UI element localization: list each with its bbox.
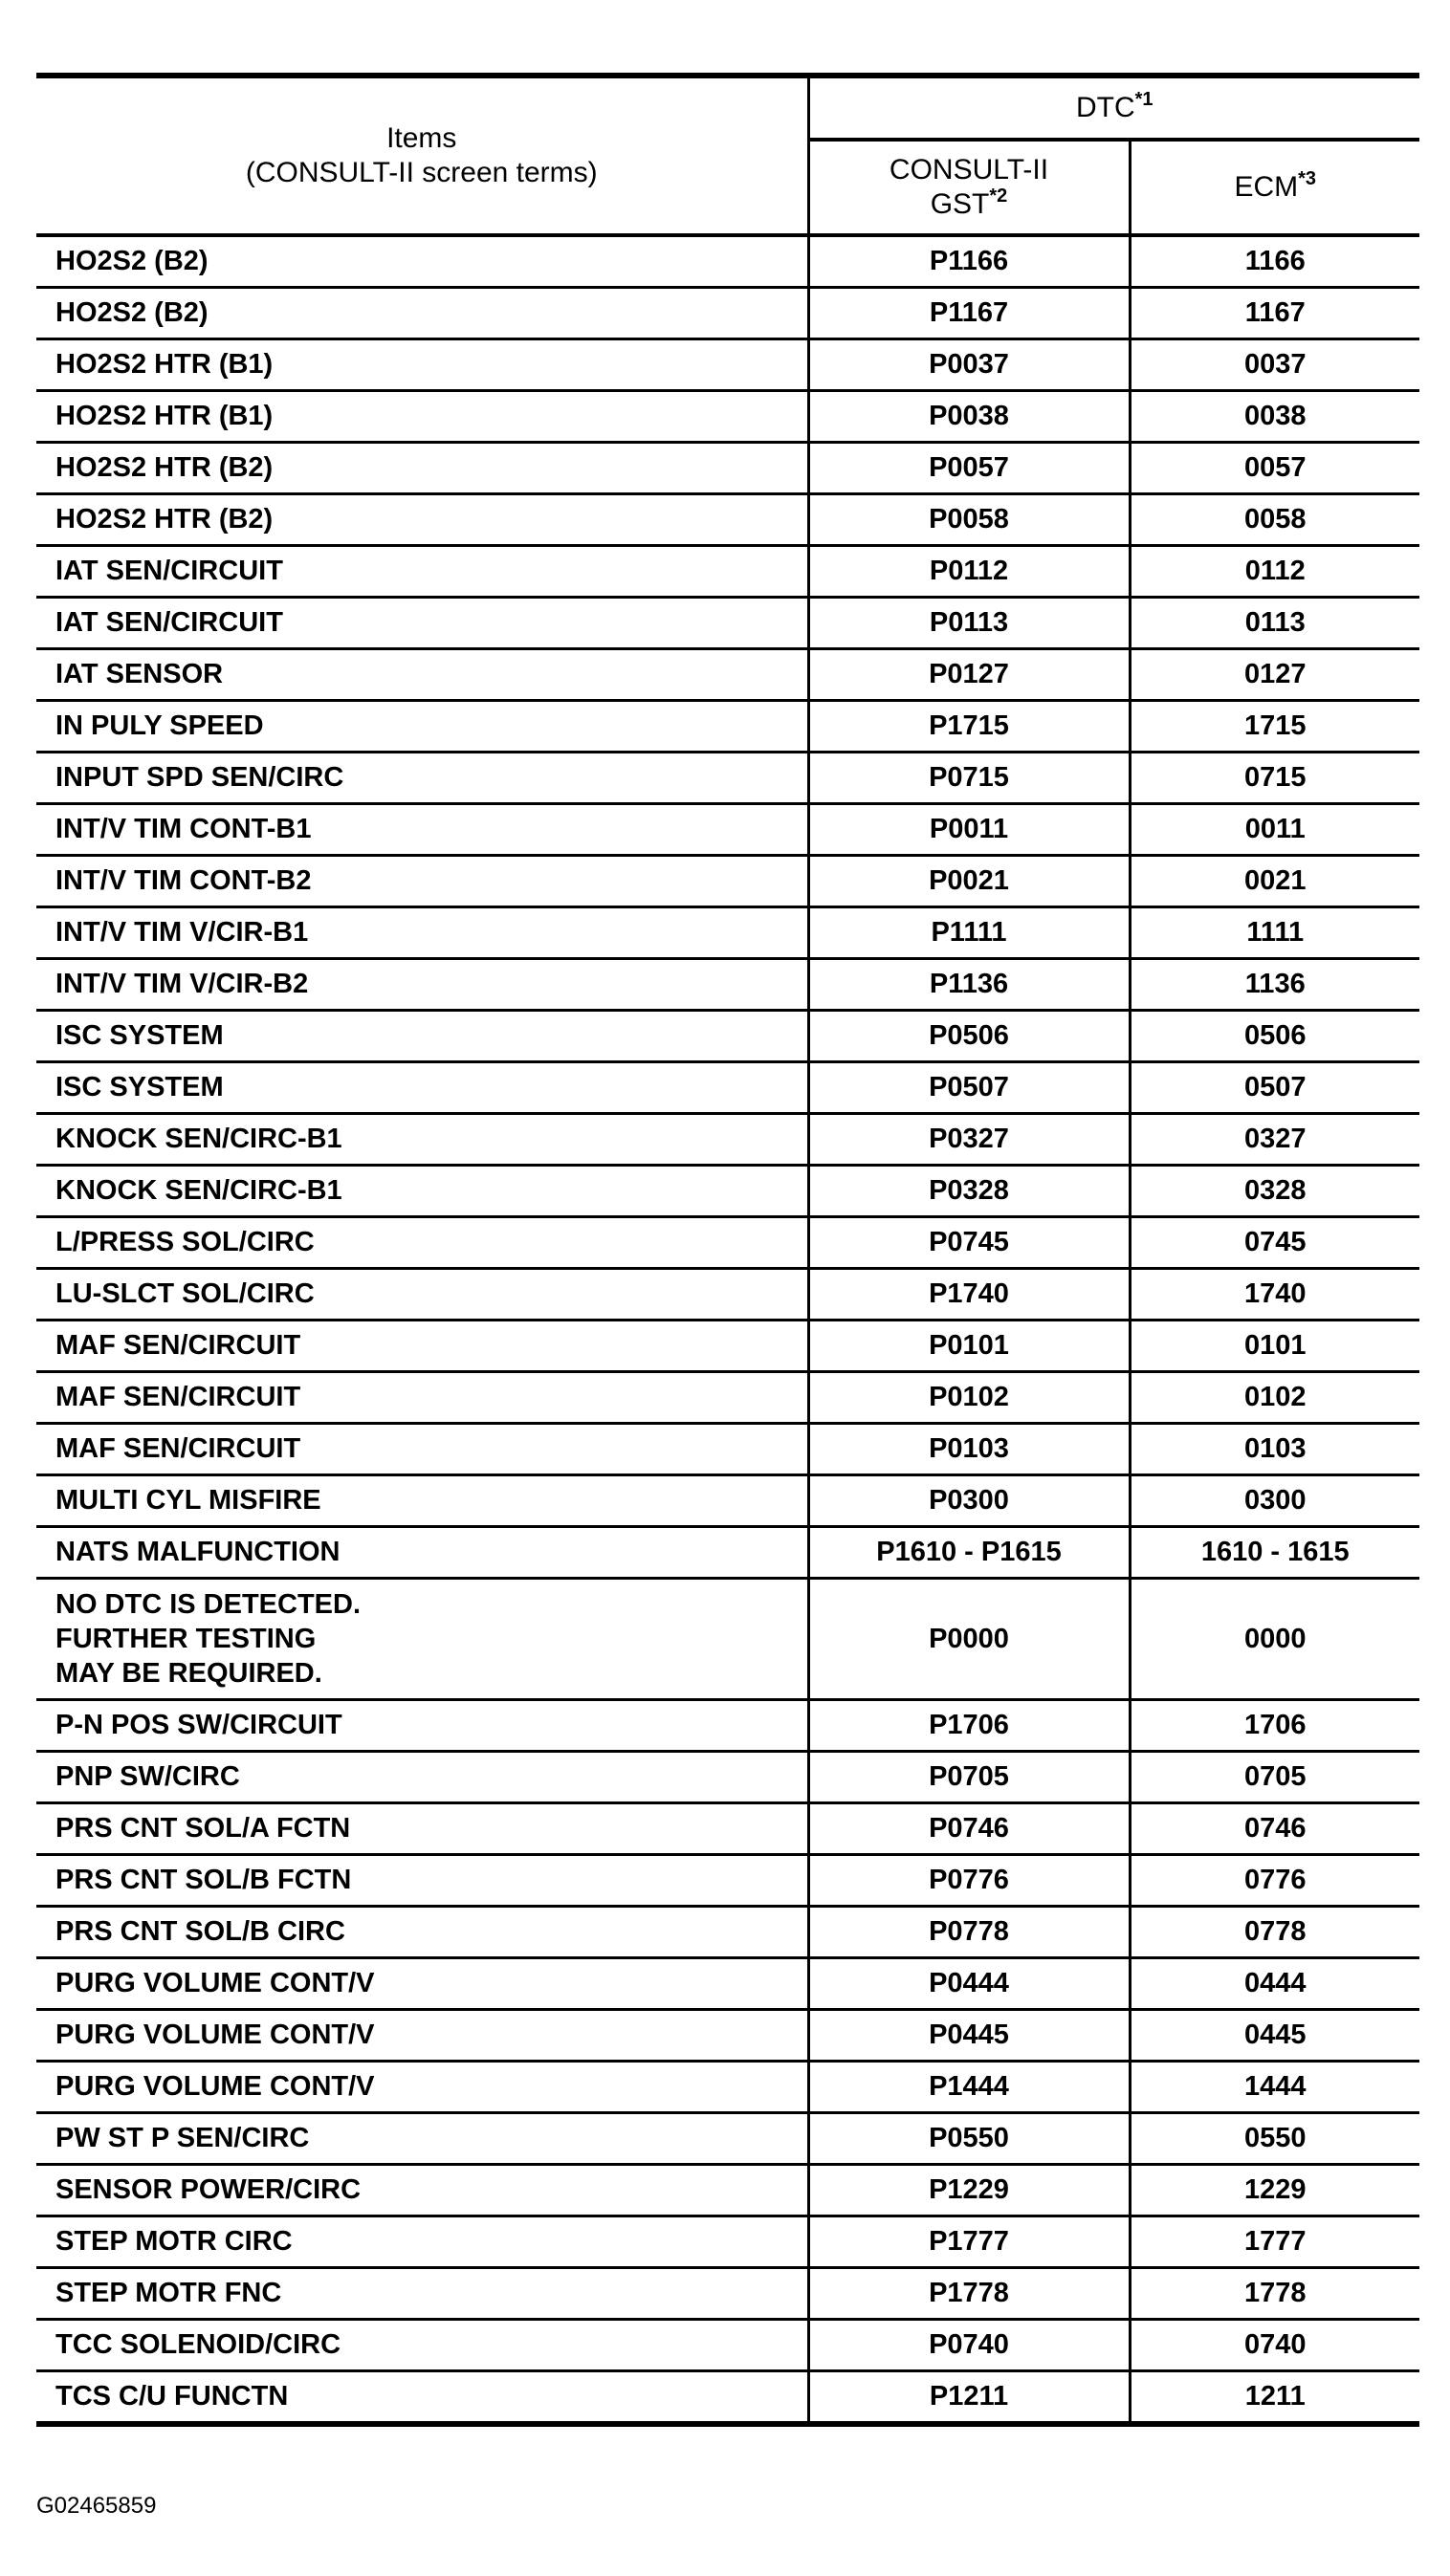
- gst-code-cell: P1444: [808, 2062, 1130, 2113]
- ecm-code-cell: 1211: [1244, 2381, 1306, 2412]
- gst-code-cell: P0057: [808, 443, 1130, 494]
- gst-code-cell: P1111: [808, 907, 1130, 959]
- gst-code-cell: P0550: [808, 2113, 1130, 2165]
- item-cell: PNP SW/CIRC: [36, 1752, 808, 1803]
- header-ecm-note: *3: [1298, 168, 1317, 189]
- gst-code-cell: P0506: [808, 1011, 1130, 1062]
- header-gst-note: *2: [989, 186, 1008, 207]
- table-row: [36, 1907, 1419, 1958]
- table-row: [36, 288, 1419, 339]
- ecm-code-cell: 0745: [1130, 1217, 1419, 1269]
- gst-code-cell: P0745: [808, 1217, 1130, 1269]
- header-gst-line: [810, 187, 1129, 222]
- table-row: [36, 443, 1419, 494]
- ecm-code-cell: 0705: [1130, 1752, 1419, 1803]
- ecm-code-cell: 0000: [1130, 1579, 1419, 1700]
- ecm-code-cell: 1610 - 1615: [1130, 1527, 1419, 1579]
- gst-code-cell: P0103: [808, 1424, 1130, 1475]
- ecm-code-cell: 0127: [1130, 649, 1419, 701]
- ecm-code-cell: 0103: [1130, 1424, 1419, 1475]
- gst-code-cell: P0740: [808, 2320, 1130, 2371]
- item-cell: PURG VOLUME CONT/V: [36, 2010, 808, 2062]
- ecm-code-cell: 0037: [1130, 339, 1419, 391]
- item-cell: INT/V TIM V/CIR-B1: [36, 907, 808, 959]
- item-cell: MAF SEN/CIRCUIT: [36, 1321, 808, 1372]
- ecm-code-cell: 0327: [1130, 1114, 1419, 1166]
- item-cell: MAF SEN/CIRCUIT: [36, 1424, 808, 1475]
- item-cell: ISC SYSTEM: [36, 1011, 808, 1062]
- header-items-subtitle: (CONSULT-II screen terms): [245, 157, 598, 188]
- ecm-code-cell: 0715: [1130, 753, 1419, 804]
- table-row: [36, 598, 1419, 649]
- gst-code-cell: P0507: [808, 1062, 1130, 1114]
- item-cell: HO2S2 HTR (B2): [36, 494, 808, 546]
- table-row: [36, 546, 1419, 598]
- table-row: [36, 1855, 1419, 1907]
- gst-code-cell: P0444: [808, 1958, 1130, 2010]
- ecm-code-cell: 1444: [1130, 2062, 1419, 2113]
- table-row: [36, 1062, 1419, 1114]
- table-row: [36, 1752, 1419, 1803]
- table-row: [36, 959, 1419, 1011]
- ecm-code-cell: 0506: [1130, 1011, 1419, 1062]
- item-cell: INT/V TIM V/CIR-B2: [36, 959, 808, 1011]
- item-cell: STEP MOTR FNC: [36, 2268, 808, 2320]
- table-row: [36, 701, 1419, 753]
- table-row: [36, 1700, 1419, 1752]
- item-cell: PRS CNT SOL/A FCTN: [36, 1803, 808, 1855]
- table-row: [36, 1527, 1419, 1579]
- header-consult-label: CONSULT-II: [889, 154, 1049, 186]
- ecm-code-cell: 1167: [1130, 288, 1419, 339]
- item-cell: IAT SENSOR: [36, 649, 808, 701]
- ecm-code-cell: 1740: [1130, 1269, 1419, 1321]
- gst-code-cell: P1715: [808, 701, 1130, 753]
- table-row: [36, 391, 1419, 443]
- item-cell: MAF SEN/CIRCUIT: [36, 1372, 808, 1424]
- item-cell: IAT SEN/CIRCUIT: [36, 598, 808, 649]
- item-line: MAY BE REQUIRED.: [55, 1658, 322, 1689]
- item-cell: IN PULY SPEED: [36, 701, 808, 753]
- header-dtc-label: DTC: [1075, 92, 1135, 123]
- item-cell: HO2S2 HTR (B1): [36, 339, 808, 391]
- item-cell: TCS C/U FUNCTN: [36, 2371, 808, 2425]
- table-row: [36, 1579, 1419, 1700]
- table-row: [36, 907, 1419, 959]
- ecm-code-cell: 0101: [1130, 1321, 1419, 1372]
- item-cell: P-N POS SW/CIRCUIT: [36, 1700, 808, 1752]
- item-cell: PURG VOLUME CONT/V: [36, 2062, 808, 2113]
- ecm-code-cell: 0778: [1130, 1907, 1419, 1958]
- item-cell: KNOCK SEN/CIRC-B1: [36, 1114, 808, 1166]
- gst-code-cell: P1610 - P1615: [808, 1527, 1130, 1579]
- table-row: [36, 1958, 1419, 2010]
- gst-code-cell: P0127: [808, 649, 1130, 701]
- item-cell: HO2S2 HTR (B2): [36, 443, 808, 494]
- ecm-code-cell: 1166: [1130, 235, 1419, 288]
- gst-code-cell: P0112: [808, 546, 1130, 598]
- ecm-code-cell: 0507: [1130, 1062, 1419, 1114]
- ecm-code-cell: 0444: [1130, 1958, 1419, 2010]
- table-row: [36, 2371, 1419, 2425]
- item-cell: PRS CNT SOL/B FCTN: [36, 1855, 808, 1907]
- item-cell: INT/V TIM CONT-B2: [36, 856, 808, 907]
- item-cell: ISC SYSTEM: [36, 1062, 808, 1114]
- gst-code-cell: P0778: [808, 1907, 1130, 1958]
- header-items: [36, 76, 808, 235]
- table-row: [36, 494, 1419, 546]
- ecm-code-cell: 0328: [1130, 1166, 1419, 1217]
- item-cell: PRS CNT SOL/B CIRC: [36, 1907, 808, 1958]
- ecm-code-cell: 0102: [1130, 1372, 1419, 1424]
- table-row: [36, 2010, 1419, 2062]
- table-row: [36, 2216, 1419, 2268]
- table-row: [36, 1803, 1419, 1855]
- ecm-code-cell: 0113: [1130, 598, 1419, 649]
- ecm-code-cell: 0011: [1130, 804, 1419, 856]
- table-row: [36, 649, 1419, 701]
- ecm-code-cell: 0112: [1130, 546, 1419, 598]
- table-row: [36, 804, 1419, 856]
- gst-code-cell: P0715: [808, 753, 1130, 804]
- gst-code-cell: P1706: [808, 1700, 1130, 1752]
- gst-code-cell: P0445: [808, 2010, 1130, 2062]
- figure-id: G02465859: [36, 2493, 157, 2519]
- table-row: [36, 2268, 1419, 2320]
- header-row-top: [36, 76, 1419, 140]
- ecm-code-cell: 1229: [1130, 2165, 1419, 2216]
- dtc-table: [36, 73, 1419, 2427]
- item-cell: PW ST P SEN/CIRC: [36, 2113, 808, 2165]
- gst-code-cell: P0101: [808, 1321, 1130, 1372]
- ecm-code-cell: 0550: [1130, 2113, 1419, 2165]
- ecm-code-cell: 1778: [1130, 2268, 1419, 2320]
- ecm-code-cell: 1111: [1130, 907, 1419, 959]
- gst-code-cell: P0746: [808, 1803, 1130, 1855]
- table-row: [36, 2165, 1419, 2216]
- table-row: [36, 1269, 1419, 1321]
- ecm-code-cell: 0058: [1130, 494, 1419, 546]
- item-cell: NATS MALFUNCTION: [36, 1527, 808, 1579]
- table-body: [36, 235, 1419, 2424]
- table-header: [36, 76, 1419, 235]
- table-row: [36, 2113, 1419, 2165]
- table-row: [36, 856, 1419, 907]
- ecm-code-cell: 0021: [1130, 856, 1419, 907]
- table-row: [36, 1321, 1419, 1372]
- table-row: [36, 1424, 1419, 1475]
- gst-code-cell: P1211: [808, 2371, 1130, 2425]
- gst-code-cell: P1229: [808, 2165, 1130, 2216]
- header-ecm: [1130, 140, 1419, 235]
- table-row: [36, 753, 1419, 804]
- item-cell: HO2S2 HTR (B1): [36, 391, 808, 443]
- gst-code-cell: P0000: [808, 1579, 1130, 1700]
- gst-code-cell: P0037: [808, 339, 1130, 391]
- header-dtc: [808, 76, 1419, 140]
- ecm-code-cell: 1136: [1130, 959, 1419, 1011]
- item-cell: SENSOR POWER/CIRC: [36, 2165, 808, 2216]
- header-gst-label: GST: [930, 188, 990, 220]
- gst-code-cell: P0776: [808, 1855, 1130, 1907]
- gst-code-cell: P1166: [808, 235, 1130, 288]
- table-row: [36, 1114, 1419, 1166]
- item-line: NO DTC IS DETECTED.: [55, 1589, 362, 1620]
- gst-code-cell: P0705: [808, 1752, 1130, 1803]
- gst-code-cell: P1778: [808, 2268, 1130, 2320]
- gst-code-cell: P0328: [808, 1166, 1130, 1217]
- ecm-code-cell: 1715: [1130, 701, 1419, 753]
- header-consult-gst: [808, 140, 1130, 235]
- item-cell: LU-SLCT SOL/CIRC: [36, 1269, 808, 1321]
- item-cell: TCC SOLENOID/CIRC: [36, 2320, 808, 2371]
- item-cell: INT/V TIM CONT-B1: [36, 804, 808, 856]
- ecm-code-cell: 0300: [1130, 1475, 1419, 1527]
- item-cell: KNOCK SEN/CIRC-B1: [36, 1166, 808, 1217]
- table-row: [36, 1011, 1419, 1062]
- item-cell: [36, 1579, 808, 1700]
- gst-code-cell: P0038: [808, 391, 1130, 443]
- gst-code-cell: P0058: [808, 494, 1130, 546]
- gst-code-cell: P1740: [808, 1269, 1130, 1321]
- ecm-code-cell: 0746: [1130, 1803, 1419, 1855]
- table-row: [36, 1217, 1419, 1269]
- gst-code-cell: P1167: [808, 288, 1130, 339]
- ecm-code-cell: 0445: [1130, 2010, 1419, 2062]
- ecm-code-cell: 0776: [1130, 1855, 1419, 1907]
- item-line: FURTHER TESTING: [55, 1624, 317, 1654]
- table-row: [36, 1372, 1419, 1424]
- ecm-code-cell: 1777: [1130, 2216, 1419, 2268]
- item-cell: HO2S2 (B2): [36, 235, 808, 288]
- item-cell: MULTI CYL MISFIRE: [36, 1475, 808, 1527]
- table-row: [36, 339, 1419, 391]
- table-row: [36, 1166, 1419, 1217]
- gst-code-cell: P0021: [808, 856, 1130, 907]
- gst-code-cell: P0113: [808, 598, 1130, 649]
- header-ecm-label: ECM: [1234, 171, 1299, 203]
- header-dtc-note: *1: [1134, 89, 1153, 110]
- header-items-title: Items: [386, 122, 457, 154]
- gst-code-cell: P0327: [808, 1114, 1130, 1166]
- item-cell: INPUT SPD SEN/CIRC: [36, 753, 808, 804]
- item-cell: STEP MOTR CIRC: [36, 2216, 808, 2268]
- table-row: [36, 235, 1419, 288]
- item-cell: HO2S2 (B2): [36, 288, 808, 339]
- item-cell: PURG VOLUME CONT/V: [36, 1958, 808, 2010]
- ecm-code-cell: 0057: [1130, 443, 1419, 494]
- gst-code-cell: P1777: [808, 2216, 1130, 2268]
- ecm-code-cell: 0038: [1130, 391, 1419, 443]
- ecm-code-cell: 0740: [1130, 2320, 1419, 2371]
- gst-code-cell: P1136: [808, 959, 1130, 1011]
- table-row: [36, 2062, 1419, 2113]
- gst-code-cell: P0011: [808, 804, 1130, 856]
- item-cell: IAT SEN/CIRCUIT: [36, 546, 808, 598]
- item-cell: L/PRESS SOL/CIRC: [36, 1217, 808, 1269]
- ecm-code-cell: 1706: [1130, 1700, 1419, 1752]
- gst-code-cell: P0300: [808, 1475, 1130, 1527]
- table-row: [36, 2320, 1419, 2371]
- gst-code-cell: P0102: [808, 1372, 1130, 1424]
- table-row: [36, 1475, 1419, 1527]
